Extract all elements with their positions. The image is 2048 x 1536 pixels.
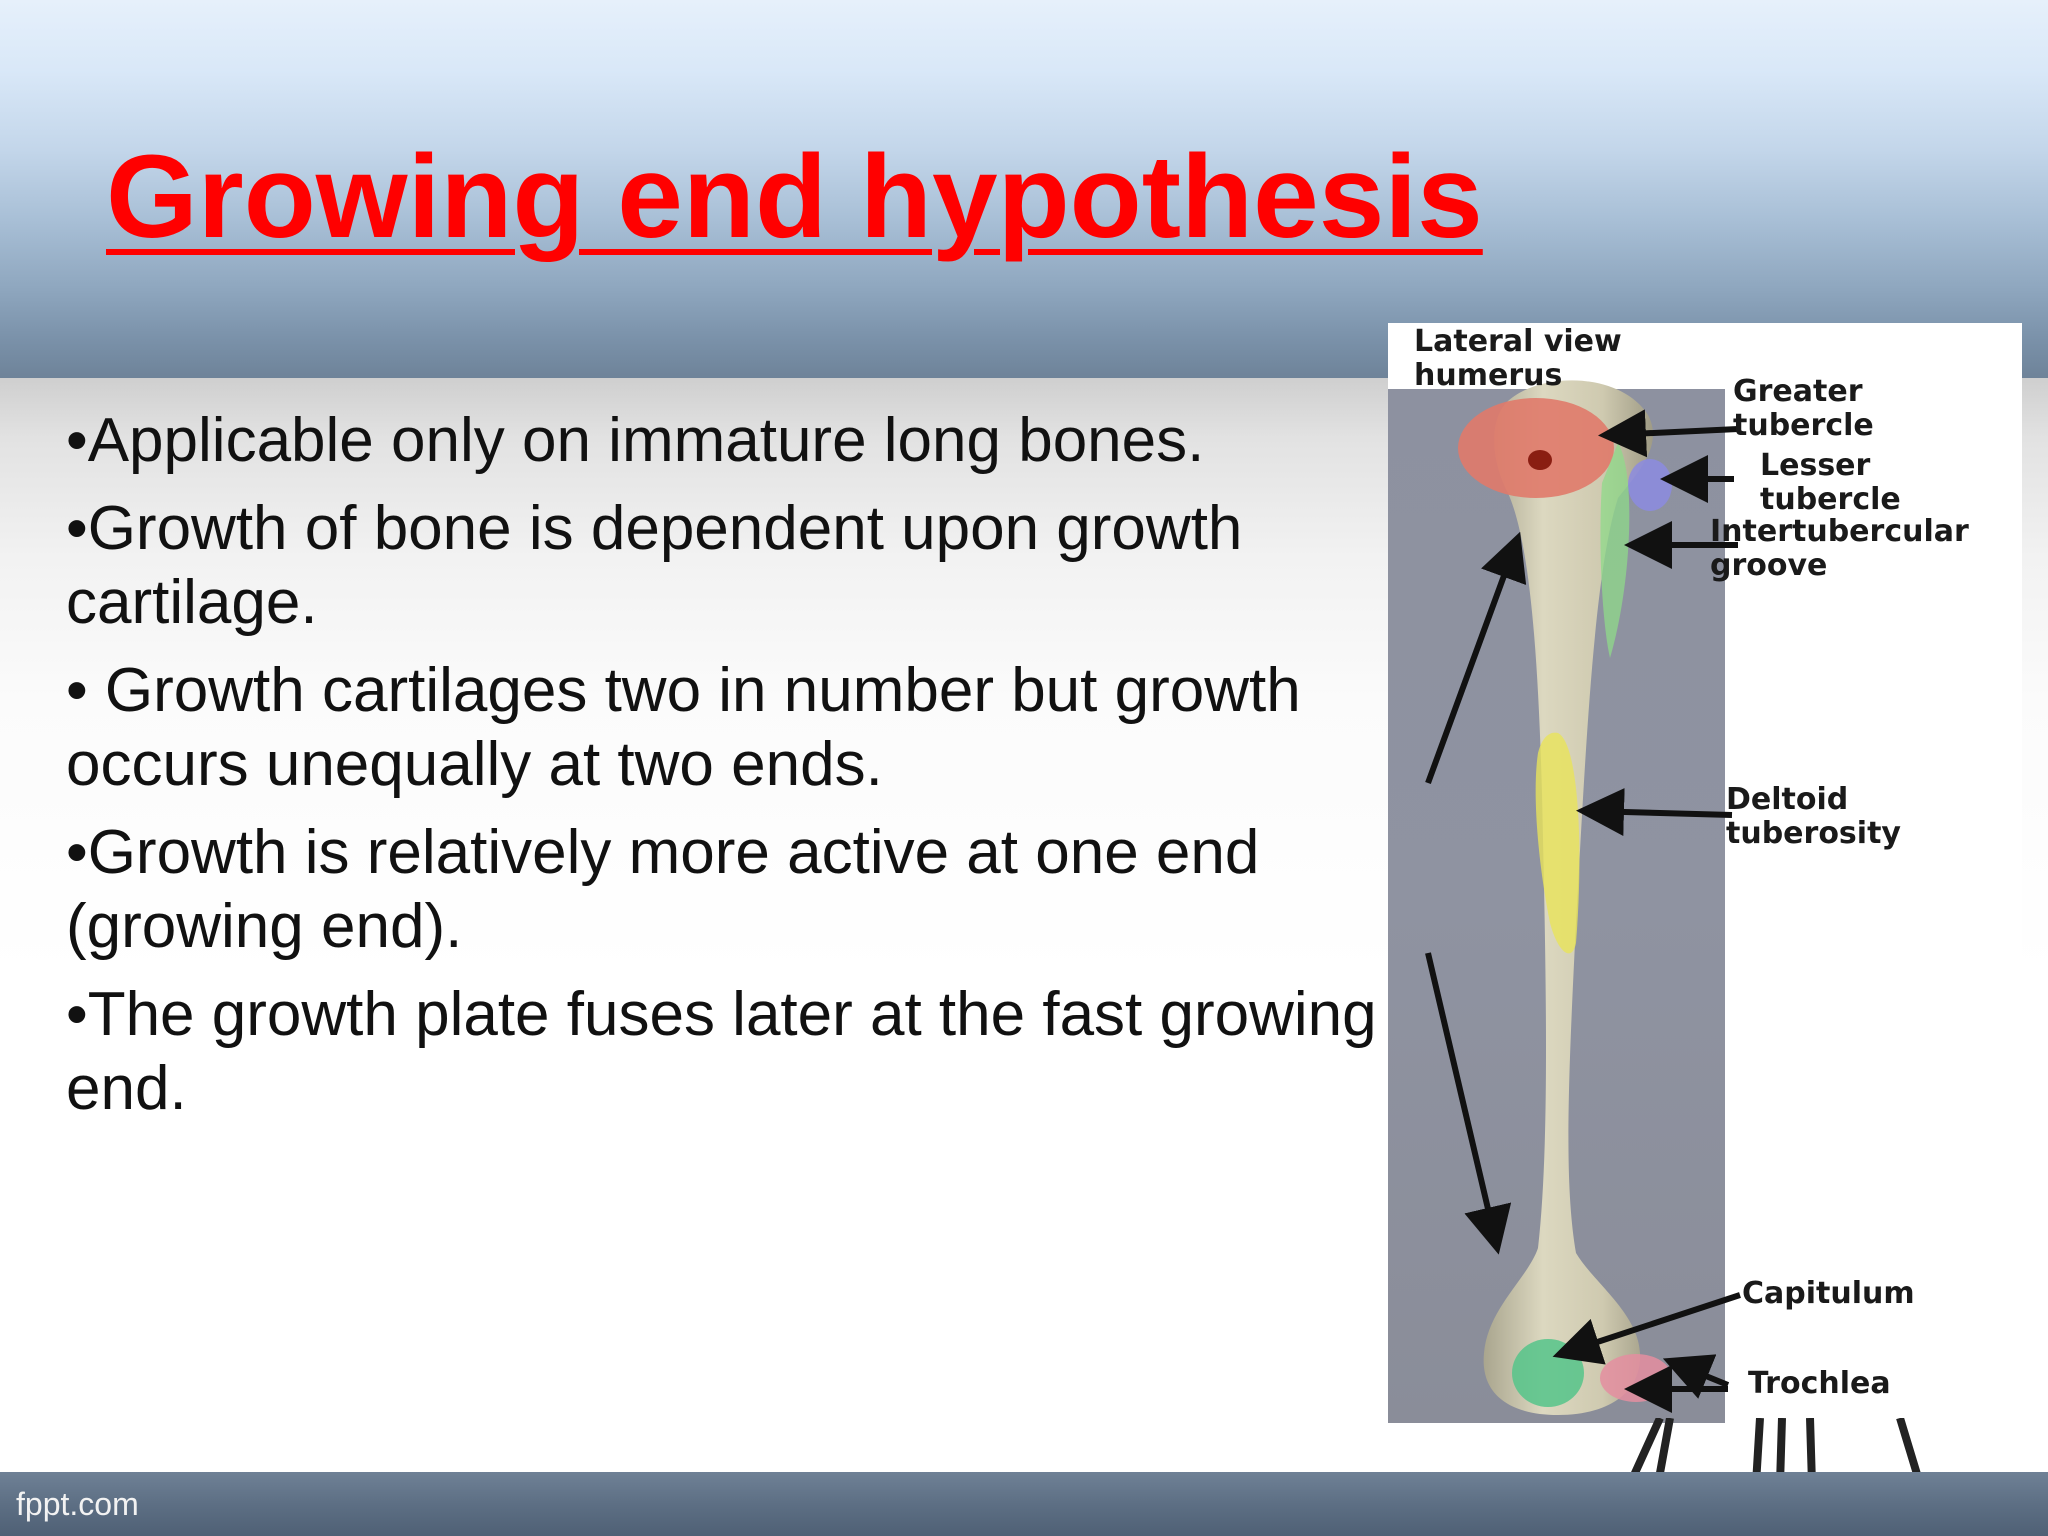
footer-bar bbox=[0, 1472, 2048, 1536]
bullet-item: •The growth plate fuses later at the fast growing end. bbox=[66, 980, 1377, 1123]
lesser-tubercle-region bbox=[1628, 459, 1672, 511]
figure-heading-line2: humerus bbox=[1414, 358, 1563, 393]
humerus-illustration bbox=[1388, 323, 2022, 1423]
humerus-figure bbox=[1388, 323, 2022, 1423]
label-deltoid-1: Deltoid bbox=[1726, 782, 1849, 817]
bullet-item: •Growth of bone is dependent upon growth cartilage. bbox=[66, 494, 1243, 637]
label-capitulum: Capitulum bbox=[1742, 1276, 1915, 1311]
label-deltoid-2: tuberosity bbox=[1726, 816, 1901, 851]
bullet-item: •Growth is relatively more active at one end (growing end). bbox=[66, 818, 1260, 961]
footer-brand: fppt.com bbox=[16, 1486, 139, 1522]
label-intertubercular-1: Intertubercular bbox=[1710, 514, 1969, 549]
label-greater-tubercle-1: Greater bbox=[1733, 374, 1863, 409]
label-trochlea: Trochlea bbox=[1748, 1366, 1891, 1401]
label-lesser-tubercle-1: Lesser bbox=[1760, 448, 1871, 483]
trochlea-region bbox=[1600, 1354, 1672, 1402]
bullet-item: • Growth cartilages two in number but growth occurs unequally at two ends. bbox=[66, 656, 1301, 799]
label-lesser-tubercle-2: tubercle bbox=[1760, 482, 1901, 517]
bullet-item: •Applicable only on immature long bones. bbox=[66, 406, 1205, 475]
greater-tubercle-region bbox=[1458, 398, 1614, 498]
bullet-list bbox=[66, 404, 1386, 1140]
label-greater-tubercle-2: tubercle bbox=[1733, 408, 1874, 443]
slide-title: Growing end hypothesis bbox=[106, 131, 1483, 263]
figure-heading-line1: Lateral view bbox=[1414, 324, 1622, 359]
label-intertubercular-2: groove bbox=[1710, 548, 1828, 583]
